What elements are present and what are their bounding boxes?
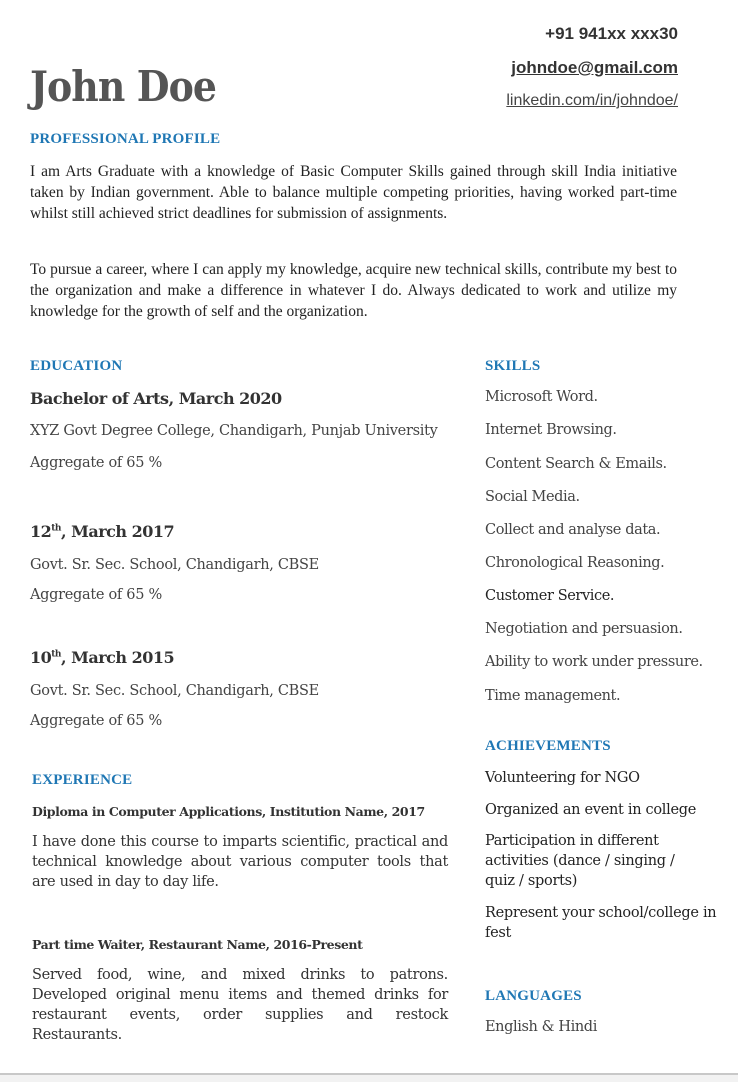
education-aggregate: Aggregate of 65 % <box>30 455 162 471</box>
achievements-heading: ACHIEVEMENTS <box>485 738 611 754</box>
education-aggregate: Aggregate of 65 % <box>30 713 162 729</box>
education-institution: XYZ Govt Degree College, Chandigarh, Punjab University <box>30 423 438 439</box>
candidate-name: John Doe <box>30 62 217 111</box>
experience-heading: EXPERIENCE <box>32 772 133 788</box>
experience-description: Served food, wine, and mixed drinks to patrons. Developed original menu items and themed drinks for restaurant events, order supplies and restock Restaurants. <box>32 967 448 1043</box>
achievement-item: Participation in different activities (dance / singing / quiz / sports) <box>485 833 675 889</box>
education-institution: Govt. Sr. Sec. School, Chandigarh, CBSE <box>30 683 319 699</box>
skill-item: Chronological Reasoning. <box>485 555 665 571</box>
education-title: Bachelor of Arts, March 2020 <box>30 389 282 408</box>
education-title: 12th, March 2017 <box>30 522 175 541</box>
skill-item: Internet Browsing. <box>485 422 617 438</box>
achievement-item: Volunteering for NGO <box>485 770 640 786</box>
skill-item: Microsoft Word. <box>485 389 598 405</box>
skill-item: Collect and analyse data. <box>485 522 661 538</box>
languages-value: English & Hindi <box>485 1019 597 1035</box>
phone-number: +91 941xx xxx30 <box>545 24 678 43</box>
experience-description: I have done this course to imparts scientific, practical and technical knowledge about various computer tools that are used in day to day life. <box>32 834 448 890</box>
skill-item: Content Search & Emails. <box>485 456 667 472</box>
experience-title: Part time Waiter, Restaurant Name, 2016-Present <box>32 937 363 952</box>
education-institution: Govt. Sr. Sec. School, Chandigarh, CBSE <box>30 557 319 573</box>
profile-paragraph-2: To pursue a career, where I can apply my knowledge, acquire new technical skills, contribute my best to the organization and make a difference in whatever I do. Always dedicated to work and utilize my knowledge for the growth of self and the organization. <box>30 261 677 320</box>
education-title: 10th, March 2015 <box>30 648 175 667</box>
page-bottom-edge <box>0 1073 738 1082</box>
experience-title: Diploma in Computer Applications, Institution Name, 2017 <box>32 804 425 819</box>
skills-heading: SKILLS <box>485 358 541 374</box>
languages-heading: LANGUAGES <box>485 988 582 1004</box>
skill-item: Negotiation and persuasion. <box>485 621 683 637</box>
education-heading: EDUCATION <box>30 358 123 374</box>
email-link[interactable]: johndoe@gmail.com <box>511 58 678 77</box>
achievement-item: Organized an event in college <box>485 802 697 818</box>
profile-heading: PROFESSIONAL PROFILE <box>30 131 221 147</box>
skill-item: Customer Service. <box>485 588 615 604</box>
education-aggregate: Aggregate of 65 % <box>30 587 162 603</box>
skill-item: Ability to work under pressure. <box>485 654 703 670</box>
achievement-item: Represent your school/college in fest <box>485 905 717 941</box>
skill-item: Social Media. <box>485 489 580 505</box>
skill-item: Time management. <box>485 688 621 704</box>
linkedin-link[interactable]: linkedin.com/in/johndoe/ <box>506 92 678 109</box>
profile-paragraph-1: I am Arts Graduate with a knowledge of Basic Computer Skills gained through skill India initiative taken by Indian government. Able to balance multiple competing priorities, having worked part-time whilst still achieved strict deadlines for submission of assignments. <box>30 163 677 222</box>
